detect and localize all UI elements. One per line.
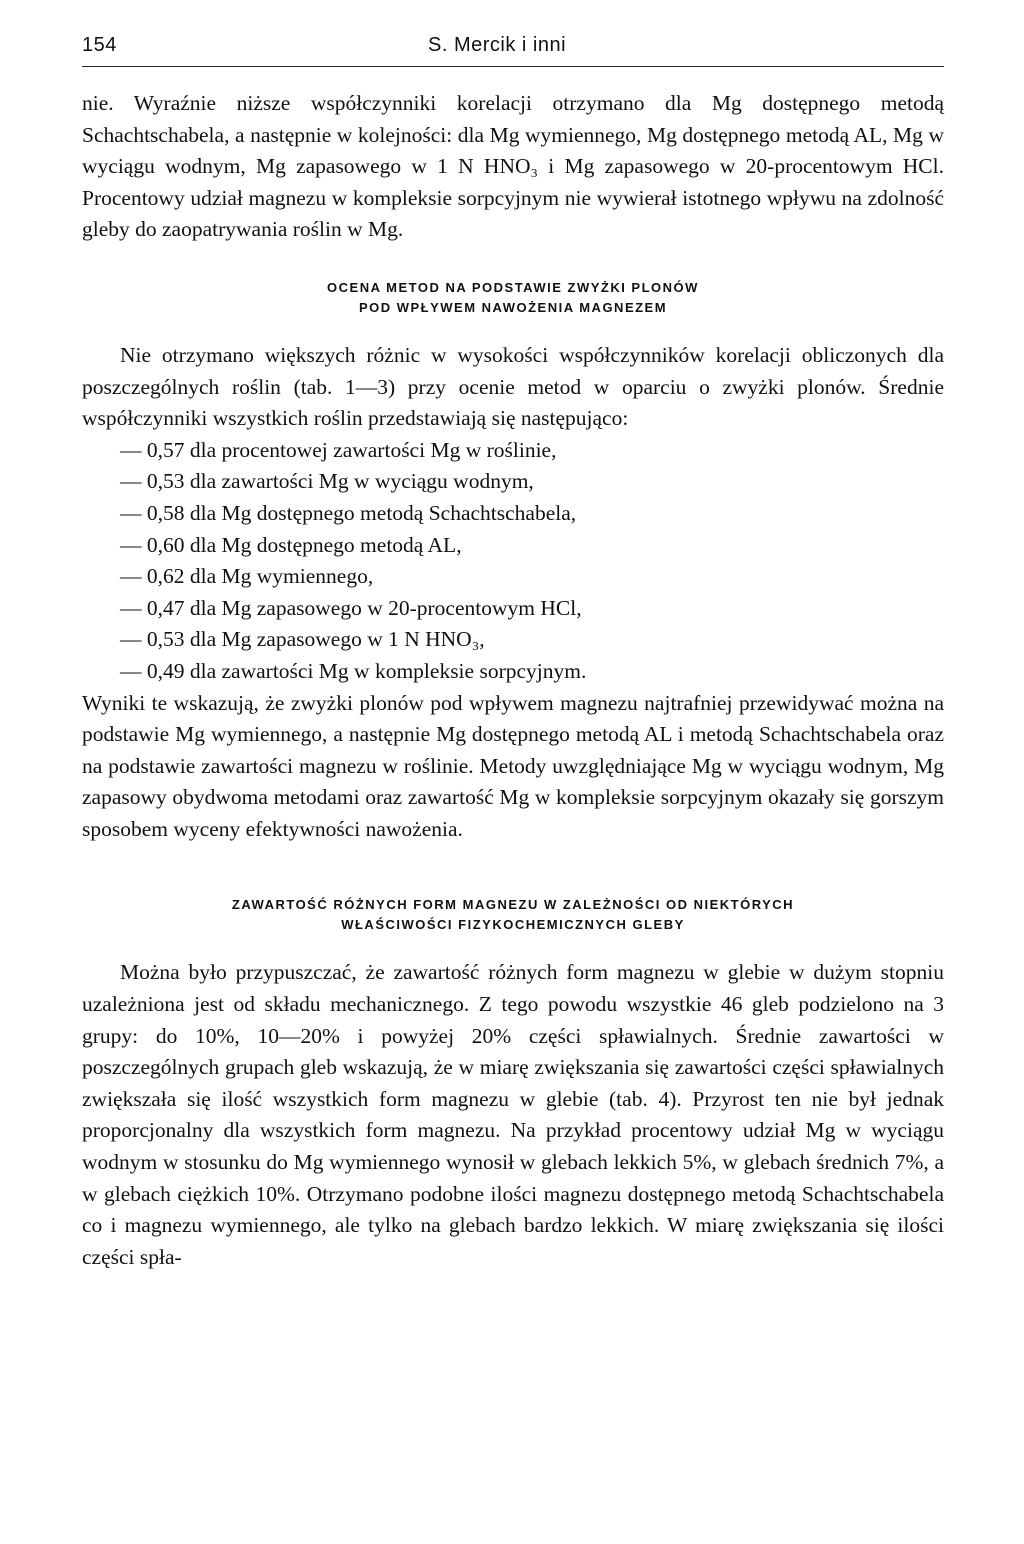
paragraph-results: Wyniki te wskazują, że zwyżki plonów pod wpływem magnezu najtrafniej przewidywać można na podstawie Mg wymiennego, a następnie Mg dostępnego metodą AL i metodą Schachtschabela oraz na podstawie zawartości magnezu w roślinie. Metody uwzględniające Mg w wyciągu wodnym, Mg zapasowy obydwoma metodami oraz zawartość Mg w kompleksie sorpcyjnym okazały się gorszym sposobem wyceny efektywności nawożenia. <box>82 690 944 841</box>
section-heading-methods <box>82 278 944 318</box>
page-number: 154 <box>82 34 117 56</box>
list-item: — 0,57 dla procentowej zawartości Mg w roślinie, <box>120 437 557 462</box>
section-heading-line: POD WPŁYWEM NAWOŻENIA MAGNEZEM <box>358 299 668 315</box>
paragraph-methods-intro: Nie otrzymano większych różnic w wysokości współczynników korelacji obliczonych dla poszczególnych roślin (tab. 1—3) przy ocenie metod w oparciu o zwyżki plonów. Średnie współczynniki wszystkich roślin przedstawiają się następująco: <box>82 342 944 431</box>
section-heading-line: WŁAŚCIWOŚCI FIZYKOCHEMICZNYCH GLEBY <box>341 917 685 933</box>
body-text <box>82 88 944 1273</box>
section-heading-line: OCENA METOD NA PODSTAWIE ZWYŻKI PLONÓW <box>327 279 699 295</box>
running-head <box>82 28 944 67</box>
list-item: — 0,60 dla Mg dostępnego metodą AL, <box>120 532 462 557</box>
list-item: — 0,53 dla zawartości Mg w wyciągu wodnym, <box>120 469 534 494</box>
list-item: — 0,53 dla Mg zapasowego w 1 N HNO₃, <box>120 627 485 652</box>
running-head-author: S. Mercik i inni <box>428 34 567 56</box>
list-item: — 0,62 dla Mg wymiennego, <box>120 564 374 589</box>
section-heading-magnesium-forms <box>82 895 944 935</box>
section-heading-line: ZAWARTOŚĆ RÓŻNYCH FORM MAGNEZU W ZALEŻNOŚCI OD NIEKTÓRYCH <box>231 897 795 913</box>
list-item: — 0,47 dla Mg zapasowego w 20-procentowym HCl, <box>120 595 582 620</box>
list-item: — 0,58 dla Mg dostępnego metodą Schachtschabela, <box>120 500 577 525</box>
paragraph-continuation: nie. Wyraźnie niższe współczynniki korelacji otrzymano dla Mg dostępnego metodą Schachtschabela, a następnie w kolejności: dla Mg wymiennego, Mg dostępnego metodą AL, Mg w wyciągu wodnym, Mg zapasowego w 1 N HNO₃ i Mg zapasowego w 20-procentowym HCl. Procentowy udział magnezu w kompleksie sorpcyjnym nie wywierał istotnego wpływu na zdolność gleby do zaopatrywania roślin w Mg. <box>82 91 944 242</box>
coefficient-list <box>82 435 944 688</box>
paragraph-soil-groups: Można było przypuszczać, że zawartość różnych form magnezu w glebie w dużym stopniu uzależniona jest od składu mechanicznego. Z tego powodu wszystkie 46 gleb podzielono na 3 grupy: do 10%, 10—20% i powyżej 20% części spławialnych. Średnie zawartości w poszczególnych grupach gleb wskazują, że w miarę zwiększania się zawartości części spławialnych zwiększała się ilość wszystkich form magnezu w glebie (tab. 4). Przyrost ten nie był jednak proporcjonalny dla wszystkich form magnezu. Na przykład procentowy udział Mg w wyciągu wodnym w stosunku do Mg wymiennego wynosił w glebach lekkich 5%, w glebach średnich 7%, a w glebach ciężkich 10%. Otrzymano podobne ilości magnezu dostępnego metodą Schachtschabela co i magnezu wymiennego, ale tylko na glebach bardzo lekkich. W miarę zwiększania się ilości części spła- <box>82 960 944 1269</box>
list-item: — 0,49 dla zawartości Mg w kompleksie sorpcyjnym. <box>120 658 587 683</box>
